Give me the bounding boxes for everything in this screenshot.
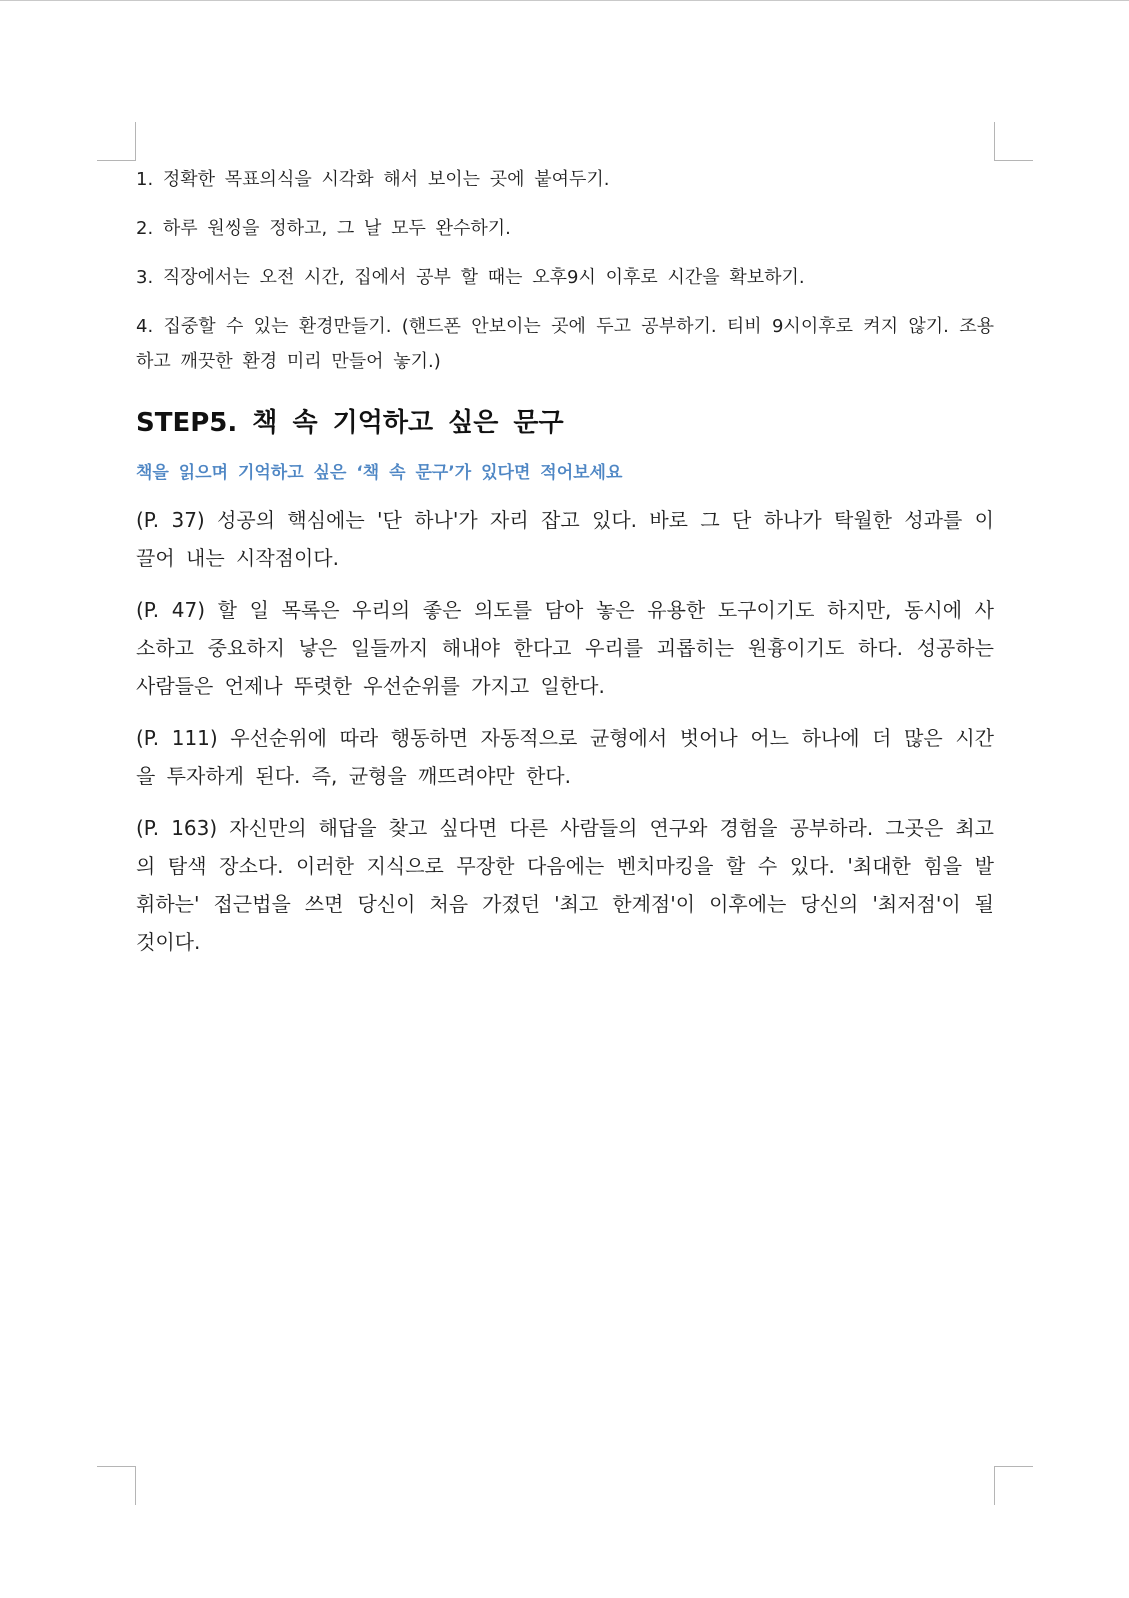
quote-p37: (P. 37) 성공의 핵심에는 '단 하나'가 자리 잡고 있다. 바로 그 단 하나가 탁월한 성과를 이끌어 내는 시작점이다.	[136, 508, 994, 570]
list-item-1: 1. 정확한 목표의식을 시각화 해서 보이는 곳에 붙여두기.	[136, 169, 610, 190]
document-body	[136, 162, 994, 975]
top-border	[0, 0, 1129, 1]
crop-mark-top-left	[97, 122, 136, 161]
step-subheading: 책을 읽으며 기억하고 싶은 ‘책 속 문구’가 있다면 적어보세요	[136, 463, 623, 483]
quote-p111: (P. 111) 우선순위에 따라 행동하면 자동적으로 균형에서 벗어나 어느 하나에 더 많은 시간을 투자하게 된다. 즉, 균형을 깨뜨려야만 한다.	[136, 726, 994, 788]
list-item-3: 3. 직장에서는 오전 시간, 집에서 공부 할 때는 오후9시 이후로 시간을 확보하기.	[136, 267, 805, 288]
crop-mark-bottom-right	[994, 1466, 1033, 1505]
quote-p47: (P. 47) 할 일 목록은 우리의 좋은 의도를 담아 놓은 유용한 도구이기도 하지만, 동시에 사소하고 중요하지 낳은 일들까지 해내야 한다고 우리를 괴롭히는 원흉이기도 하다. 성공하는 사람들은 언제나 뚜렷한 우선순위를 가지고 일한다.	[136, 598, 994, 698]
list-item-4: 4. 집중할 수 있는 환경만들기. (핸드폰 안보이는 곳에 두고 공부하기. 티비 9시이후로 켜지 않기. 조용하고 깨끗한 환경 미리 만들어 놓기.)	[136, 316, 994, 372]
quote-p163: (P. 163) 자신만의 해답을 찾고 싶다면 다른 사람들의 연구와 경험을 공부하라. 그곳은 최고의 탐색 장소다. 이러한 지식으로 무장한 다음에는 벤치마킹을 할 수 있다. '최대한 힘을 발휘하는' 접근법을 쓰면 당신이 처음 가졌던 '최고 한계점'이 이후에는 당신의 '최저점'이 될 것이다.	[136, 816, 994, 954]
crop-mark-bottom-left	[97, 1466, 136, 1505]
crop-mark-top-right	[994, 122, 1033, 161]
list-item-2: 2. 하루 원씽을 정하고, 그 날 모두 완수하기.	[136, 218, 511, 239]
step-heading: STEP5. 책 속 기억하고 싶은 문구	[136, 408, 564, 438]
